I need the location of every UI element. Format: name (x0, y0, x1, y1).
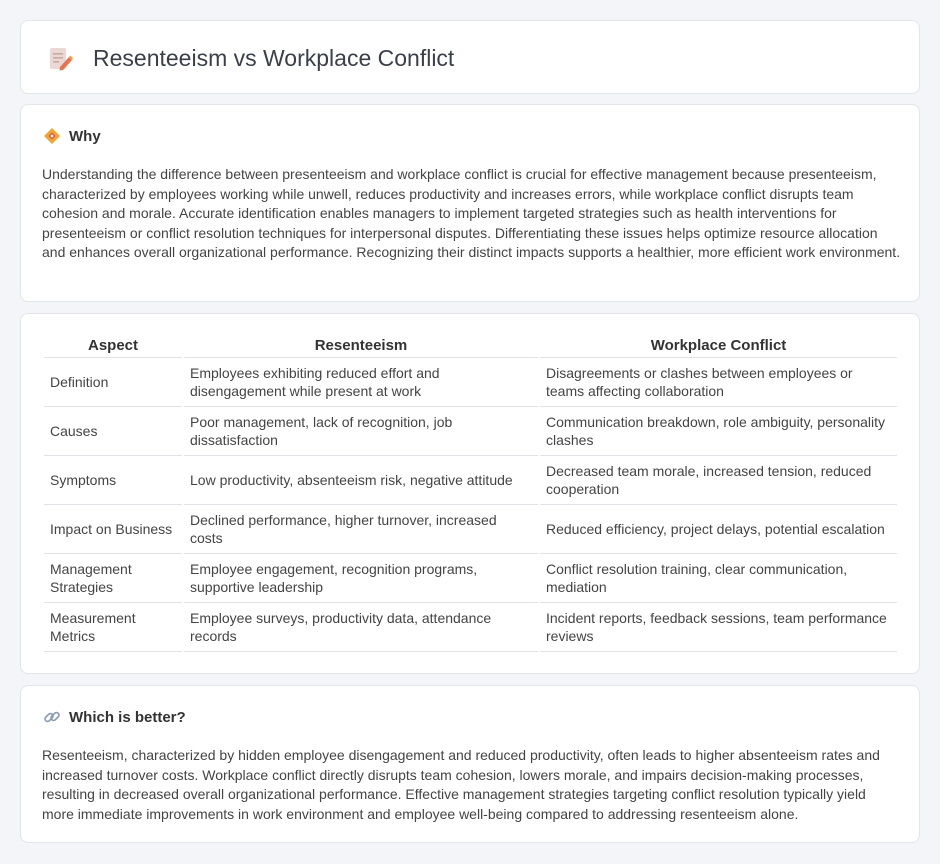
link-icon (43, 708, 61, 726)
workplace-conflict-cell: Disagreements or clashes between employees or teams affecting collaboration (540, 358, 897, 407)
resenteeism-cell: Low productivity, absenteeism risk, negative attitude (184, 456, 538, 505)
resenteeism-cell: Poor management, lack of recognition, job dissatisfaction (184, 407, 538, 456)
page-title: Resenteeism vs Workplace Conflict (93, 45, 455, 71)
table-header-row (44, 336, 897, 358)
workplace-conflict-cell: Conflict resolution training, clear communication, mediation (540, 554, 897, 603)
why-title: Why (69, 127, 101, 145)
resenteeism-cell: Employee surveys, productivity data, attendance records (184, 603, 538, 652)
header-workplace-conflict: Workplace Conflict (540, 336, 897, 358)
which-is-better-section (20, 685, 920, 843)
aspect-cell: Management Strategies (44, 554, 182, 603)
aspect-cell: Impact on Business (44, 505, 182, 554)
diamond-sign-icon (43, 127, 61, 145)
resenteeism-cell: Declined performance, higher turnover, increased costs (184, 505, 538, 554)
header-resenteeism: Resenteeism (184, 336, 538, 358)
workplace-conflict-cell: Incident reports, feedback sessions, team performance reviews (540, 603, 897, 652)
table-row (44, 358, 897, 407)
table-row (44, 505, 897, 554)
resenteeism-cell: Employees exhibiting reduced effort and disengagement while present at work (184, 358, 538, 407)
workplace-conflict-cell: Decreased team morale, increased tension, reduced cooperation (540, 456, 897, 505)
table-row (44, 554, 897, 603)
title-row (47, 45, 454, 72)
better-title: Which is better? (69, 708, 186, 726)
aspect-cell: Definition (44, 358, 182, 407)
aspect-cell: Causes (44, 407, 182, 456)
aspect-cell: Symptoms (44, 456, 182, 505)
why-header (43, 127, 101, 145)
comparison-table-card (20, 313, 920, 674)
table-row (44, 603, 897, 652)
resenteeism-cell: Employee engagement, recognition programs, supportive leadership (184, 554, 538, 603)
workplace-conflict-cell: Reduced efficiency, project delays, potential escalation (540, 505, 897, 554)
aspect-cell: Measurement Metrics (44, 603, 182, 652)
better-body: Resenteeism, characterized by hidden employee disengagement and reduced productivity, often leads to higher absenteeism rates and increased turnover costs. Workplace conflict directly disrupts team cohesion, lowers morale, and impairs decision-making processes, resulting in decreased overall organizational performance. Effective management strategies targeting conflict resolution typically yield more immediate improvements in work environment and employee well-being compared to addressing resenteeism alone. (42, 747, 880, 822)
why-body: Understanding the difference between presenteeism and workplace conflict is crucial for effective management because presenteeism, characterized by employees working while unwell, reduces productivity and increases errors, while workplace conflict disrupts team cohesion and morale. Accurate identification enables managers to implement targeted strategies such as health interventions for presenteeism or conflict resolution techniques for interpersonal disputes. Differentiating these issues helps optimize resource allocation and enhances overall organizational performance. Recognizing their distinct impacts supports a healthier, more efficient work environment. (42, 166, 901, 260)
comparison-table (42, 336, 899, 652)
table-row (44, 456, 897, 505)
table-row (44, 407, 897, 456)
workplace-conflict-cell: Communication breakdown, role ambiguity, personality clashes (540, 407, 897, 456)
why-section (20, 104, 920, 302)
document-edit-icon (47, 46, 73, 72)
header-aspect: Aspect (44, 336, 182, 358)
better-header (43, 708, 186, 726)
title-card (20, 20, 920, 94)
